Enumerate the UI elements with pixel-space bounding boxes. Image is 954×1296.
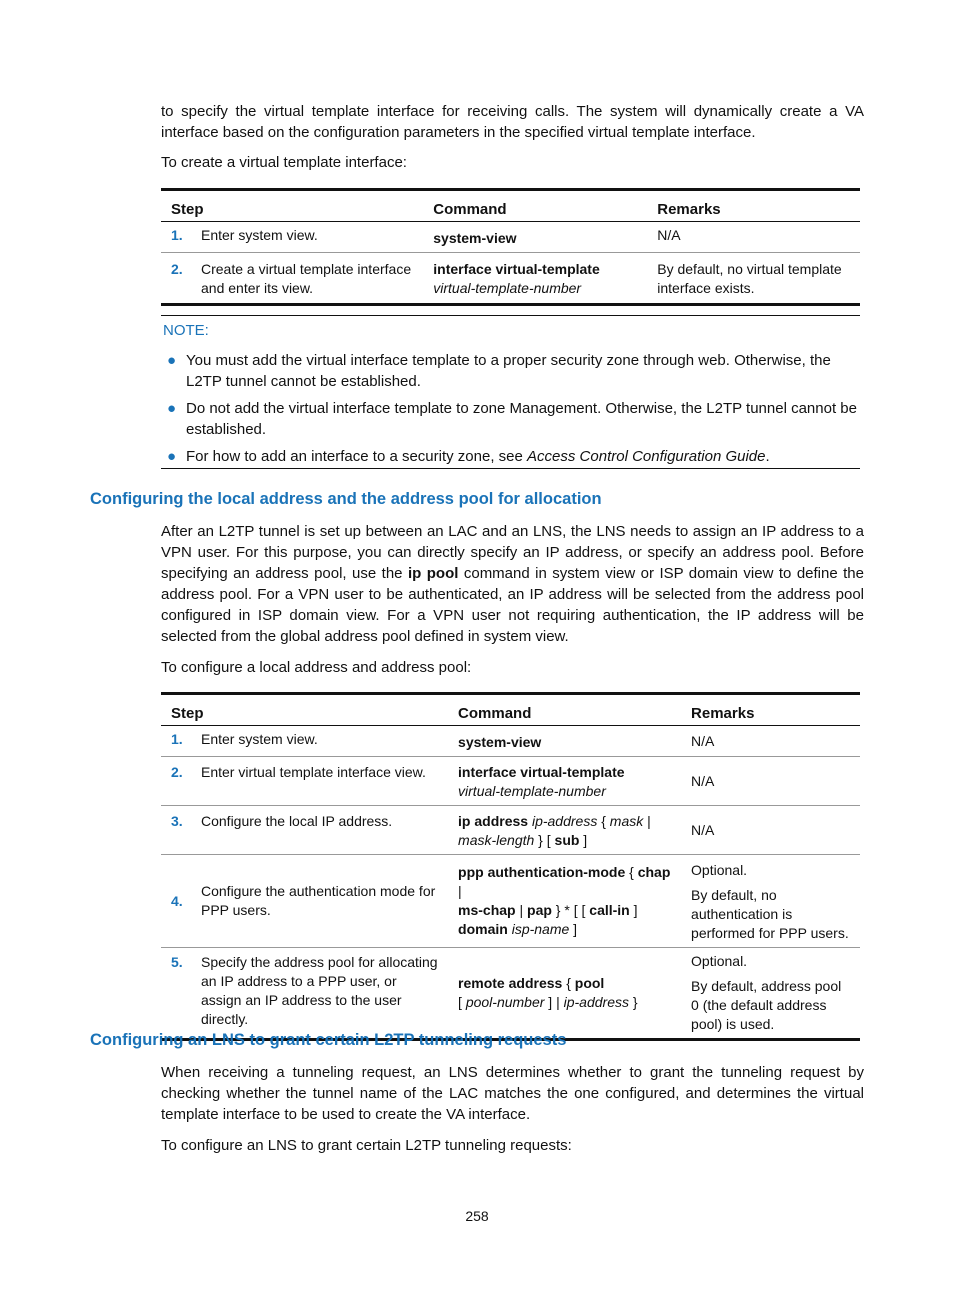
list-item — [161, 350, 860, 392]
table-row — [161, 726, 860, 757]
note-item-suffix: . — [765, 448, 770, 465]
command-keyword: ms-chap — [458, 902, 516, 918]
command-keyword: pap — [527, 902, 552, 918]
command-symbol: ] | — [544, 994, 564, 1010]
header-command: Command — [423, 190, 647, 222]
command-symbol: } — [629, 994, 638, 1010]
step-number: 1. — [161, 726, 193, 757]
step-command — [448, 855, 681, 948]
note-item-text: Do not add the virtual interface template to zone Management. Otherwise, the L2TP tunnel cannot be established. — [186, 400, 857, 438]
command-symbol: { — [562, 975, 575, 991]
command-argument: virtual-template-number — [433, 280, 582, 296]
command-keyword: pool — [574, 975, 605, 991]
command-keyword: system-view — [458, 734, 542, 750]
step-command — [423, 222, 647, 253]
remarks-text: N/A — [691, 733, 715, 749]
step-number: 2. — [161, 253, 193, 305]
header-step: Step — [161, 190, 423, 222]
command-keyword: remote address — [458, 975, 563, 991]
step-description: Enter virtual template interface view. — [193, 757, 448, 806]
remarks-text: Optional. — [691, 953, 748, 969]
section-heading: Configuring the local address and the address pool for allocation — [90, 490, 602, 508]
step-description: Configure the authentication mode for PPP users. — [193, 855, 448, 948]
step-description: Enter system view. — [193, 726, 448, 757]
section-paragraph — [161, 521, 864, 647]
command-argument: ip-address — [531, 813, 598, 829]
step-command — [448, 948, 681, 1040]
virtual-template-table — [161, 188, 860, 306]
bullet-icon: ● — [167, 352, 177, 369]
command-symbol: ] — [579, 832, 588, 848]
step-number: 4. — [161, 855, 193, 948]
command-symbol: | — [515, 902, 528, 918]
command-keyword: chap — [637, 864, 671, 880]
command-symbol: | — [643, 813, 651, 829]
command-argument: mask — [609, 813, 644, 829]
command-keyword: sub — [554, 832, 580, 848]
page-number: 258 — [465, 1208, 489, 1224]
step-remarks — [681, 948, 860, 1040]
command-keyword: domain — [458, 921, 508, 937]
list-item — [161, 398, 860, 440]
step-remarks — [681, 806, 860, 855]
table-row — [161, 757, 860, 806]
command-symbol: ] — [629, 902, 638, 918]
step-remarks: N/A — [647, 222, 860, 253]
table-row — [161, 855, 860, 948]
command-symbol: { — [597, 813, 610, 829]
command-keyword: system-view — [433, 230, 517, 246]
bullet-icon: ● — [167, 448, 177, 465]
address-pool-table — [161, 692, 860, 1041]
step-description: Configure the local IP address. — [193, 806, 448, 855]
table-header-row — [161, 694, 860, 726]
step-remarks — [681, 726, 860, 757]
table1-lead-text: To create a virtual template interface: — [161, 154, 407, 171]
command-symbol: { — [625, 864, 638, 880]
remarks-text: N/A — [691, 772, 715, 789]
command-keyword: interface virtual-template — [433, 261, 600, 277]
step-number: 2. — [161, 757, 193, 806]
command-keyword: ip address — [458, 813, 529, 829]
command-symbol: [ — [458, 994, 466, 1010]
step-command — [448, 806, 681, 855]
command-argument: pool-number — [465, 994, 545, 1010]
section-heading: Configuring an LNS to grant certain L2TP tunneling requests — [90, 1031, 567, 1049]
table-row — [161, 222, 860, 253]
paragraph-text: After an L2TP tunnel is set up between an LAC and an LNS, the LNS needs to assign an IP address to a VPN user. For this purpose, you can directly specify an IP address, or specify an address pool. Before specifying an address pool, use the — [161, 523, 864, 582]
step-command — [448, 757, 681, 806]
step-description: Enter system view. — [193, 222, 423, 253]
section-paragraph: When receiving a tunneling request, an LNS determines whether to grant the tunneling request by checking whether the tunnel name of the LAC matches the one configured, and determines the virtual template interface to be used to create the VA interface. — [161, 1064, 864, 1123]
command-argument: mask-length — [458, 832, 535, 848]
intro-paragraph: to specify the virtual template interface for receiving calls. The system will dynamically create a VA interface based on the configuration parameters in the specified virtual template interface. — [161, 103, 864, 141]
command-keyword: ppp authentication-mode — [458, 864, 626, 880]
step-number: 1. — [161, 222, 193, 253]
step-command — [423, 253, 647, 305]
remarks-text: N/A — [691, 821, 715, 838]
step-description: Specify the address pool for allocating an IP address to a PPP user, or assign an IP address to the user directly. — [193, 948, 448, 1040]
command-argument: virtual-template-number — [458, 783, 606, 799]
command-argument: isp-name — [511, 921, 570, 937]
command-symbol: } [ — [534, 832, 555, 848]
list-item — [161, 446, 860, 467]
table-row — [161, 948, 860, 1040]
header-remarks: Remarks — [681, 694, 860, 726]
remarks-text: By default, no authentication is performed for PPP users. — [691, 887, 849, 941]
paragraph-text: command in system view or ISP domain view to define the address pool. For a VPN user to be authenticated, an IP address will be selected from the address pool configured in ISP domain view. For a VPN user not requiring authentication, the IP address will be selected from the global address pool defined in system view. — [161, 565, 864, 645]
table2-lead-text: To configure a local address and address pool: — [161, 659, 472, 676]
command-argument: ip-address — [563, 994, 629, 1010]
command-symbol: | — [458, 883, 462, 899]
step-remarks — [681, 855, 860, 948]
command-keyword: interface virtual-template — [458, 764, 625, 780]
header-remarks: Remarks — [647, 190, 860, 222]
command-symbol: } * [ [ — [551, 902, 590, 918]
step-remarks — [681, 757, 860, 806]
note-label: NOTE: — [163, 322, 209, 339]
table-header-row — [161, 190, 860, 222]
step-description: Create a virtual template interface and enter its view. — [193, 253, 423, 305]
step-number: 5. — [161, 948, 193, 1040]
command-symbol: ] — [569, 921, 578, 937]
bullet-icon: ● — [167, 400, 177, 417]
step-command — [448, 726, 681, 757]
remarks-text: By default, address pool 0 (the default address pool) is used. — [691, 978, 842, 1032]
section-lead-text: To configure an LNS to grant certain L2TP tunneling requests: — [161, 1137, 572, 1154]
paragraph-keyword: ip pool — [407, 565, 459, 582]
command-keyword: call-in — [589, 902, 630, 918]
note-list — [161, 350, 860, 473]
step-remarks: By default, no virtual template interface exists. — [647, 253, 860, 305]
table-row — [161, 806, 860, 855]
table-row — [161, 253, 860, 305]
note-item-text: For how to add an interface to a security zone, see — [186, 448, 528, 465]
note-item-text: You must add the virtual interface template to a proper security zone through web. Otherwise, the L2TP tunnel cannot be established. — [186, 352, 831, 390]
guide-reference: Access Control Configuration Guide — [527, 448, 766, 465]
step-number: 3. — [161, 806, 193, 855]
header-command: Command — [448, 694, 681, 726]
remarks-text: Optional. — [691, 862, 748, 878]
header-step: Step — [161, 694, 448, 726]
